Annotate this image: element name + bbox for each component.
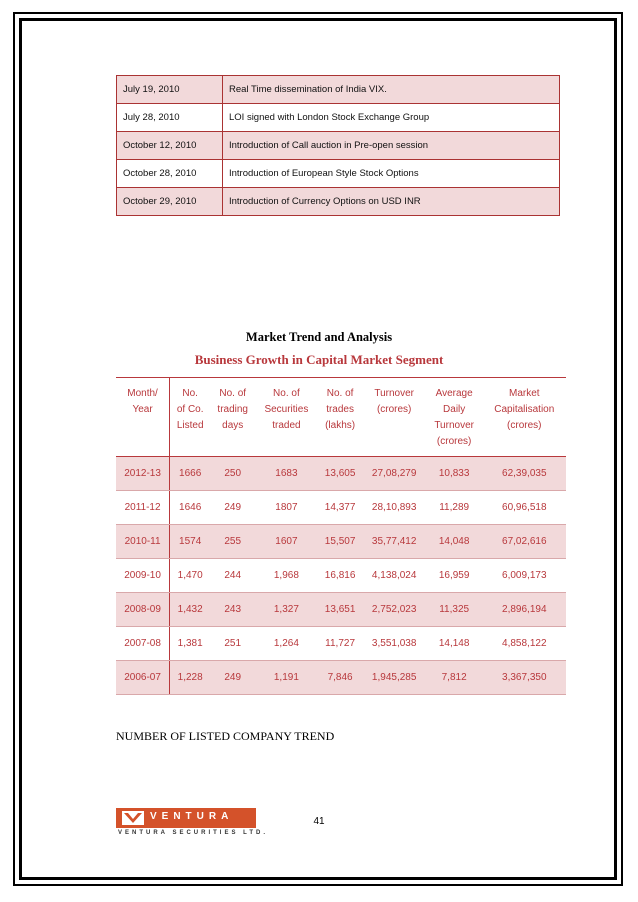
- table-cell: 1,968: [255, 559, 317, 593]
- milestone-row: [117, 188, 560, 216]
- table-cell: 1,191: [255, 661, 317, 695]
- section-title: Market Trend and Analysis: [245, 330, 393, 344]
- table-cell: 249: [210, 661, 255, 695]
- milestone-event: LOI signed with London Stock Exchange Group: [223, 104, 560, 132]
- table-cell: 11,325: [426, 593, 483, 627]
- table-row: [116, 627, 566, 661]
- table-cell: 6,009,173: [483, 559, 566, 593]
- table-cell: 1607: [255, 525, 317, 559]
- milestone-row: [117, 76, 560, 104]
- table-cell: 1,470: [170, 559, 211, 593]
- table-cell: 16,816: [318, 559, 363, 593]
- table-cell: 14,377: [318, 491, 363, 525]
- table-cell: 1683: [255, 457, 317, 491]
- table-cell: 1,945,285: [363, 661, 426, 695]
- table-cell: 60,96,518: [483, 491, 566, 525]
- table-cell: 1,432: [170, 593, 211, 627]
- column-header: No. of trading days: [217, 388, 248, 431]
- table-cell: 1574: [170, 525, 211, 559]
- table-cell: 2,752,023: [363, 593, 426, 627]
- milestone-event: Introduction of European Style Stock Options: [223, 160, 560, 188]
- milestone-event: Real Time dissemination of India VIX.: [223, 76, 560, 104]
- table-cell: 35,77,412: [363, 525, 426, 559]
- table-cell: 7,812: [426, 661, 483, 695]
- table-row: [116, 559, 566, 593]
- table-cell: 2008-09: [116, 593, 170, 627]
- table-cell: 7,846: [318, 661, 363, 695]
- table-cell: 13,651: [318, 593, 363, 627]
- table-cell: 1,327: [255, 593, 317, 627]
- table-cell: 2009-10: [116, 559, 170, 593]
- table-cell: 16,959: [426, 559, 483, 593]
- table-title: Business Growth in Capital Market Segment: [194, 352, 444, 367]
- table-cell: 14,148: [426, 627, 483, 661]
- table-cell: 2,896,194: [483, 593, 566, 627]
- table-cell: 1807: [255, 491, 317, 525]
- table-cell: 4,138,024: [363, 559, 426, 593]
- table-cell: 11,289: [426, 491, 483, 525]
- milestone-row: [117, 160, 560, 188]
- table-cell: 13,605: [318, 457, 363, 491]
- table-cell: 2012-13: [116, 457, 170, 491]
- table-cell: 3,551,038: [363, 627, 426, 661]
- column-header: Average Daily Turnover (crores): [434, 388, 474, 447]
- table-row: [116, 593, 566, 627]
- table-cell: 1666: [170, 457, 211, 491]
- column-header: No. of Co. Listed: [170, 378, 211, 457]
- table-cell: 250: [210, 457, 255, 491]
- table-cell: 1,381: [170, 627, 211, 661]
- listed-company-trend-heading: NUMBER OF LISTED COMPANY TREND: [116, 729, 335, 743]
- table-cell: 244: [210, 559, 255, 593]
- milestone-date: July 28, 2010: [117, 104, 223, 132]
- table-row: [116, 491, 566, 525]
- market-table: [116, 377, 566, 695]
- milestone-event: Introduction of Call auction in Pre-open session: [223, 132, 560, 160]
- table-cell: 62,39,035: [483, 457, 566, 491]
- table-cell: 1,264: [255, 627, 317, 661]
- table-header-row: [116, 378, 566, 457]
- milestone-date: October 29, 2010: [117, 188, 223, 216]
- table-cell: 243: [210, 593, 255, 627]
- column-header: Month/ Year: [127, 388, 158, 415]
- milestone-event: Introduction of Currency Options on USD INR: [223, 188, 560, 216]
- column-header: No. of Securities traded: [264, 388, 309, 431]
- table-cell: 14,048: [426, 525, 483, 559]
- table-cell: 1,228: [170, 661, 211, 695]
- table-cell: 251: [210, 627, 255, 661]
- page-number: 41: [313, 816, 325, 827]
- table-cell: 2010-11: [116, 525, 170, 559]
- table-cell: 4,858,122: [483, 627, 566, 661]
- logo-subtitle: VENTURA SECURITIES LTD.: [118, 830, 269, 836]
- table-row: [116, 661, 566, 695]
- column-header: Market Capitalisation (crores): [494, 388, 555, 431]
- table-row: [116, 457, 566, 491]
- table-cell: 3,367,350: [483, 661, 566, 695]
- column-header: No. of trades (lakhs): [325, 388, 356, 431]
- table-cell: 15,507: [318, 525, 363, 559]
- milestone-row: [117, 132, 560, 160]
- table-cell: 11,727: [318, 627, 363, 661]
- table-cell: 27,08,279: [363, 457, 426, 491]
- column-header: Turnover (crores): [374, 388, 414, 415]
- table-cell: 28,10,893: [363, 491, 426, 525]
- milestone-date: July 19, 2010: [117, 76, 223, 104]
- table-cell: 67,02,616: [483, 525, 566, 559]
- table-cell: 2011-12: [116, 491, 170, 525]
- table-cell: 249: [210, 491, 255, 525]
- milestone-date: October 12, 2010: [117, 132, 223, 160]
- logo-wordmark: VENTURA: [150, 811, 234, 822]
- table-cell: 2006-07: [116, 661, 170, 695]
- table-row: [116, 525, 566, 559]
- table-cell: 255: [210, 525, 255, 559]
- table-cell: 2007-08: [116, 627, 170, 661]
- table-cell: 1646: [170, 491, 211, 525]
- milestones-table: [116, 75, 560, 216]
- table-cell: 10,833: [426, 457, 483, 491]
- milestone-row: [117, 104, 560, 132]
- milestone-date: October 28, 2010: [117, 160, 223, 188]
